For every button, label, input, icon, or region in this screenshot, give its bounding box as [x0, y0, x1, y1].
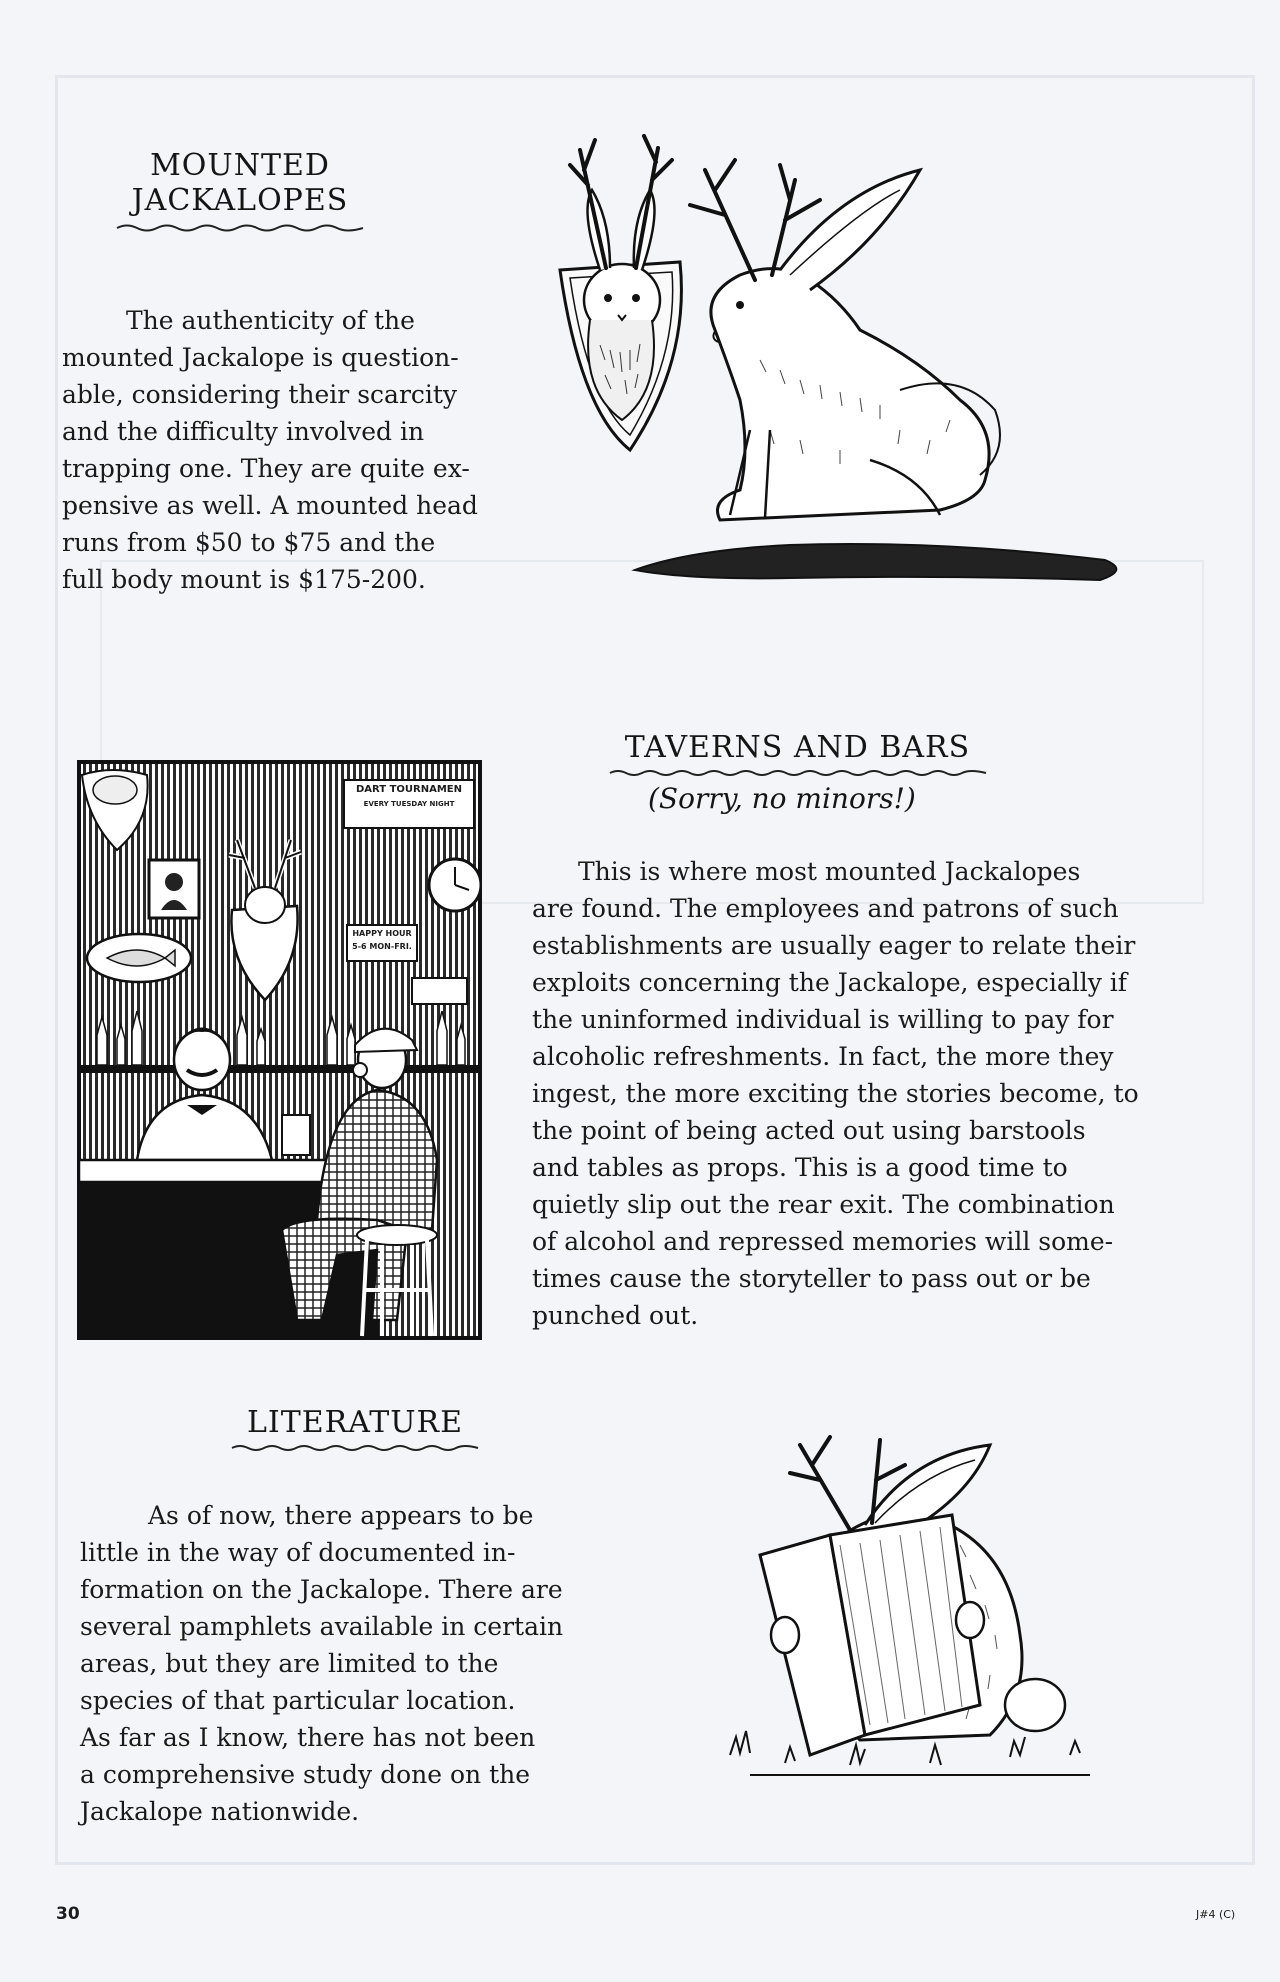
dart-tournament-sign: [346, 783, 472, 811]
mounted-line: pensive as well. A mounted head: [62, 491, 478, 520]
taverns-line: This is where most mounted Jackalopes: [578, 857, 1081, 886]
mounted-line: runs from $50 to $75 and the: [62, 528, 436, 557]
mounted-jackalopes-paragraph: [62, 302, 478, 598]
literature-paragraph: [80, 1497, 563, 1830]
mounted-line: full body mount is $175-200.: [62, 565, 426, 594]
taverns-line: alcoholic refreshments. In fact, the more they: [532, 1042, 1114, 1071]
literature-line: a comprehensive study done on the: [80, 1760, 531, 1789]
bar-scene-illustration: [77, 760, 482, 1340]
literature-line: As of now, there appears to be: [148, 1501, 534, 1530]
dart-sign-line-1: DART TOURNAMEN: [356, 784, 462, 795]
taverns-line: exploits concerning the Jackalope, especially if: [532, 968, 1128, 997]
literature-line: areas, but they are limited to the: [80, 1649, 499, 1678]
dart-sign-line-2: EVERY TUESDAY NIGHT: [363, 800, 455, 808]
literature-line: species of that particular location.: [80, 1686, 516, 1715]
taverns-line: are found. The employees and patrons of such: [532, 894, 1119, 923]
happy-hour-line-2: 5-6 MON-FRI.: [352, 942, 412, 951]
literature-line: several pamphlets available in certain: [80, 1612, 564, 1641]
mounted-line: mounted Jackalope is question-: [62, 343, 459, 372]
mounted-line: and the difficulty involved in: [62, 417, 425, 446]
taverns-line: times cause the storyteller to pass out or be: [532, 1264, 1091, 1293]
reading-jackalope-illustration: [690, 1435, 1140, 1795]
literature-line: Jackalope nationwide.: [80, 1797, 360, 1826]
literature-line: As far as I know, there has not been: [80, 1723, 536, 1752]
mounted-line: able, considering their scarcity: [62, 380, 458, 409]
heading-underline: [230, 1444, 480, 1452]
happy-hour-sign: [348, 927, 416, 953]
taverns-line: quietly slip out the rear exit. The combination: [532, 1190, 1115, 1219]
literature-line: little in the way of documented in-: [80, 1538, 516, 1567]
taverns-line: punched out.: [532, 1301, 699, 1330]
literature-title: LITERATURE: [246, 1405, 464, 1440]
literature-heading: [225, 1405, 485, 1452]
mounted-title-line-1: MOUNTED: [150, 148, 330, 183]
taverns-line: and tables as props. This is a good time to: [532, 1153, 1068, 1182]
heading-underline: [115, 223, 365, 233]
mounted-jackalope-illustration: [540, 130, 1150, 605]
taverns-line: establishments are usually eager to relate their: [532, 931, 1136, 960]
taverns-heading: [600, 730, 995, 777]
mounted-line: The authenticity of the: [126, 306, 415, 335]
page-number: 30: [56, 1904, 80, 1924]
taverns-paragraph: [532, 853, 1139, 1334]
mounted-jackalopes-heading: [110, 148, 370, 233]
literature-line: formation on the Jackalope. There are: [80, 1575, 563, 1604]
taverns-line: the point of being acted out using barstools: [532, 1116, 1086, 1145]
mounted-title-line-2: JACKALOPES: [131, 183, 349, 219]
taverns-title: TAVERNS AND BARS: [624, 730, 971, 765]
taverns-line: ingest, the more exciting the stories become, to: [532, 1079, 1139, 1108]
happy-hour-line-1: HAPPY HOUR: [352, 929, 412, 938]
heading-underline: [608, 769, 988, 777]
taverns-line: the uninformed individual is willing to pay for: [532, 1005, 1114, 1034]
mounted-line: trapping one. They are quite ex-: [62, 454, 470, 483]
page-code: J#4 (C): [1196, 1908, 1236, 1921]
taverns-subtitle: (Sorry, no minors!): [648, 782, 916, 815]
taverns-line: of alcohol and repressed memories will some-: [532, 1227, 1114, 1256]
